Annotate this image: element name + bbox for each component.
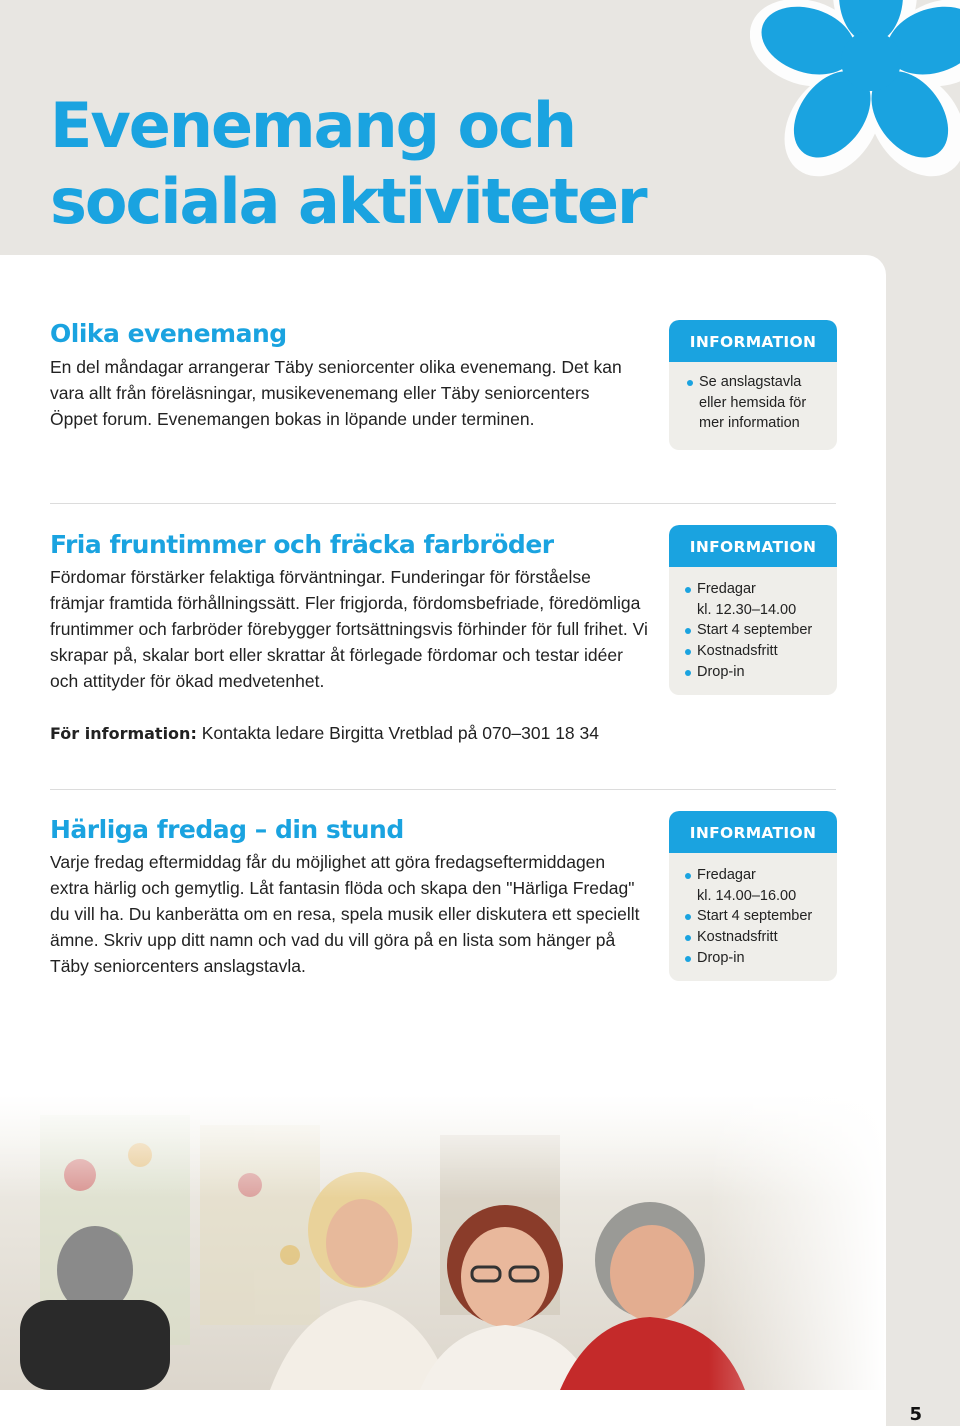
section-divider <box>50 503 836 504</box>
info-item: Fredagar <box>685 865 831 886</box>
info-box-olika-evenemang <box>669 320 837 450</box>
info-item: Se anslagstavla <box>687 372 831 393</box>
info-item: Drop-in <box>685 662 831 683</box>
contact-label: För information: <box>50 724 197 743</box>
info-item: Start 4 september <box>685 620 831 641</box>
info-list <box>669 853 837 981</box>
info-box-fria-fruntimmer <box>669 525 837 695</box>
info-item: kl. 14.00–16.00 <box>697 887 797 904</box>
info-box-harliga-fredag <box>669 811 837 981</box>
contact-line <box>50 720 599 747</box>
info-box-header: INFORMATION <box>669 811 837 853</box>
info-item: Drop-in <box>685 948 831 969</box>
info-list <box>669 567 837 695</box>
info-list <box>669 362 837 448</box>
info-item: Kostnadsfritt <box>685 641 831 662</box>
seniors-photo <box>0 1095 886 1390</box>
info-box-header: INFORMATION <box>669 525 837 567</box>
info-box-header: INFORMATION <box>669 320 837 362</box>
info-item: Kostnadsfritt <box>685 927 831 948</box>
contact-text: Kontakta ledare Birgitta Vretblad på 070–301 18 34 <box>196 723 599 743</box>
section-title-harliga-fredag: Härliga fredag – din stund <box>50 815 404 844</box>
page-title-line1: Evenemang och <box>50 89 576 162</box>
section-title-olika-evenemang: Olika evenemang <box>50 319 287 348</box>
section-body-fria-fruntimmer: Fördomar förstärker felaktiga förväntningar. Funderingar för förståelse främjar framtida förhållningssätt. Fler frigjorda, fördomsbefriade, föredömliga fruntimmer och farbröder förebygger fortsättningsvis förhinder för full frihet. Vi skrapar på, skalar bort eller skrattar åt förlegade fördomar och testar idéer och attityder för ökad medvetenhet. <box>50 567 648 691</box>
flower-decoration-icon <box>750 0 960 190</box>
section-body-harliga-fredag: Varje fredag eftermiddag får du möjlighet att göra fredagseftermiddagen extra härlig och gemytlig. Låt fantasin flöda och skapa den "Härliga Fredag" du vill ha. Du kanberätta om en resa, spela musik eller diskutera ett speciellt ämne. Skriv upp ditt namn och vad du vill göra på en lista som hänger på Täby seniorcenters anslagstavla. <box>50 852 640 976</box>
page-title-line2: sociala aktiviteter <box>50 165 646 238</box>
page-title <box>50 88 646 240</box>
info-item: Fredagar <box>685 579 831 600</box>
info-item: kl. 12.30–14.00 <box>697 601 797 618</box>
section-title-fria-fruntimmer: Fria fruntimmer och fräcka farbröder <box>50 530 554 559</box>
page-number: 5 <box>909 1404 922 1425</box>
section-body-olika-evenemang: En del måndagar arrangerar Täby seniorcenter olika evenemang. Det kan vara allt från föreläsningar, musikevenemang eller Täby seniorcenters Öppet forum. Evenemangen bokas in löpande under terminen. <box>50 357 622 429</box>
info-item: Start 4 september <box>685 906 831 927</box>
info-item: mer information <box>699 415 800 432</box>
section-divider <box>50 789 836 790</box>
info-item: eller hemsida för <box>699 394 807 411</box>
